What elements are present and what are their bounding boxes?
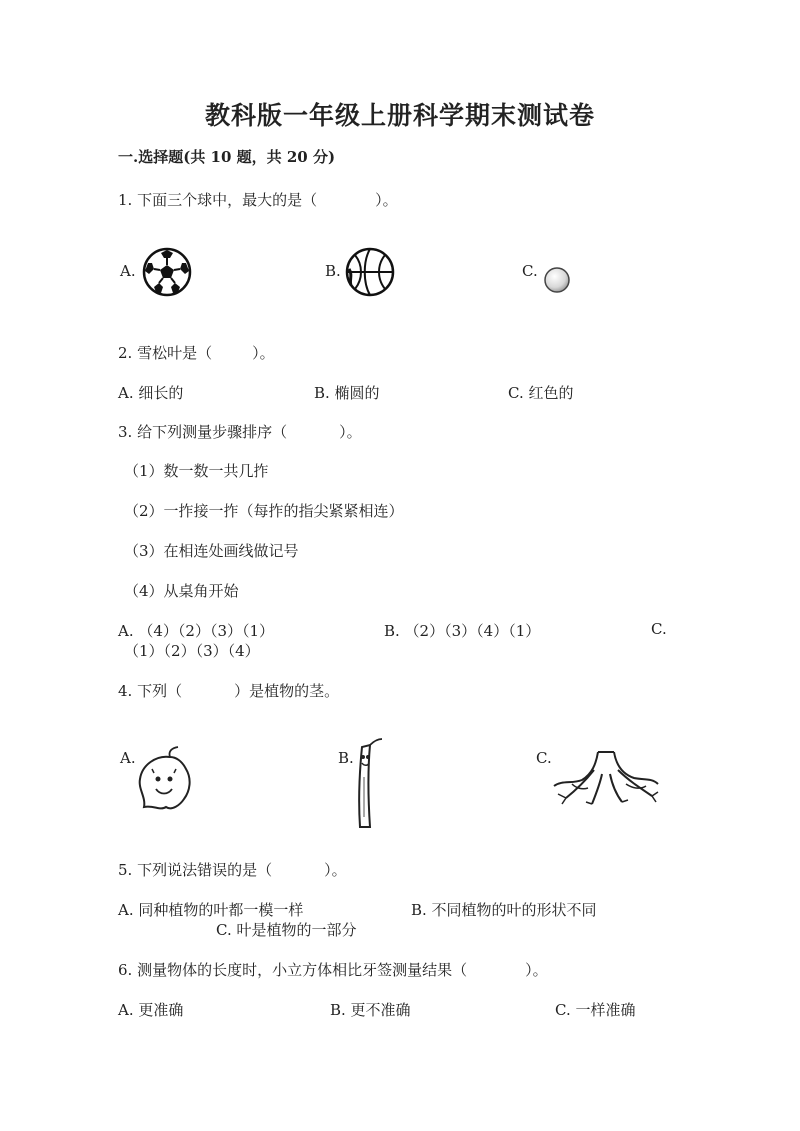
question-6-stem [118,959,548,980]
option-3c[interactable]: C. [651,620,667,638]
question-4-stem [118,680,339,701]
question-2-stem-end: ）。 [252,344,275,362]
option-3b[interactable]: B. （2）（3）（4）（1） [384,622,541,640]
section-heading: 一.选择题(共 10 题，共 20 分) [118,148,336,166]
option-6c[interactable]: C. 一样准确 [555,1001,636,1019]
question-5-stem-end: ）。 [324,861,347,879]
question-6-stem-end: ）。 [525,961,548,979]
option-2c[interactable]: C. 红色的 [508,384,574,402]
option-2a[interactable]: A. 细长的 [118,384,184,402]
option-5a[interactable]: A. 同种植物的叶都一模一样 [118,901,304,919]
question-2-stem [118,342,275,363]
option-5b[interactable]: B. 不同植物的叶的形状不同 [411,901,597,919]
question-1-stem [118,189,398,210]
leaf-icon [132,745,198,817]
question-5-stem [118,859,347,880]
option-6a[interactable]: A. 更准确 [118,1001,184,1019]
option-4b-label[interactable]: B. [338,749,354,767]
question-3-step-1: （1）数一数一共几拃 [124,462,269,480]
option-5c[interactable]: C. 叶是植物的一部分 [216,921,357,939]
question-3-step-4: （4）从桌角开始 [124,582,239,600]
option-1b-label[interactable]: B. [325,262,341,280]
option-3a[interactable]: A. （4）（2）（3）（1） [118,622,275,640]
question-6-stem-text: 6. 测量物体的长度时，小立方体相比牙签测量结果（ [118,961,468,979]
question-5-stem-text: 5. 下列说法错误的是（ [118,861,273,879]
basketball-icon [345,247,395,297]
question-3-stem [118,421,362,442]
option-2b[interactable]: B. 椭圆的 [314,384,380,402]
option-1c-label[interactable]: C. [522,262,538,280]
question-3-step-2: （2）一拃接一拃（每拃的指尖紧紧相连） [124,502,404,520]
option-4a-label[interactable]: A. [120,749,136,767]
option-3c-continued: （1）（2）（3）（4） [124,642,260,660]
question-1-stem-end: ）。 [375,191,398,209]
question-4-stem-end: ）是植物的茎。 [234,682,340,700]
question-4-stem-text: 4. 下列（ [118,682,183,700]
question-2-stem-text: 2. 雪松叶是（ [118,344,213,362]
question-3-stem-end: ）。 [339,423,362,441]
page-title: 教科版一年级上册科学期末测试卷 [204,101,595,130]
question-3-step-3: （3）在相连处画线做记号 [124,542,299,560]
option-1a-label[interactable]: A. [120,262,136,280]
question-3-stem-text: 3. 给下列测量步骤排序（ [118,423,288,441]
option-4c-label[interactable]: C. [536,749,552,767]
question-1-stem-text: 1. 下面三个球中，最大的是（ [118,191,318,209]
small-ball-icon [543,266,571,294]
roots-icon [552,750,660,806]
option-6b[interactable]: B. 更不准确 [330,1001,411,1019]
stem-icon [350,737,390,829]
soccer-ball-icon [142,247,192,297]
